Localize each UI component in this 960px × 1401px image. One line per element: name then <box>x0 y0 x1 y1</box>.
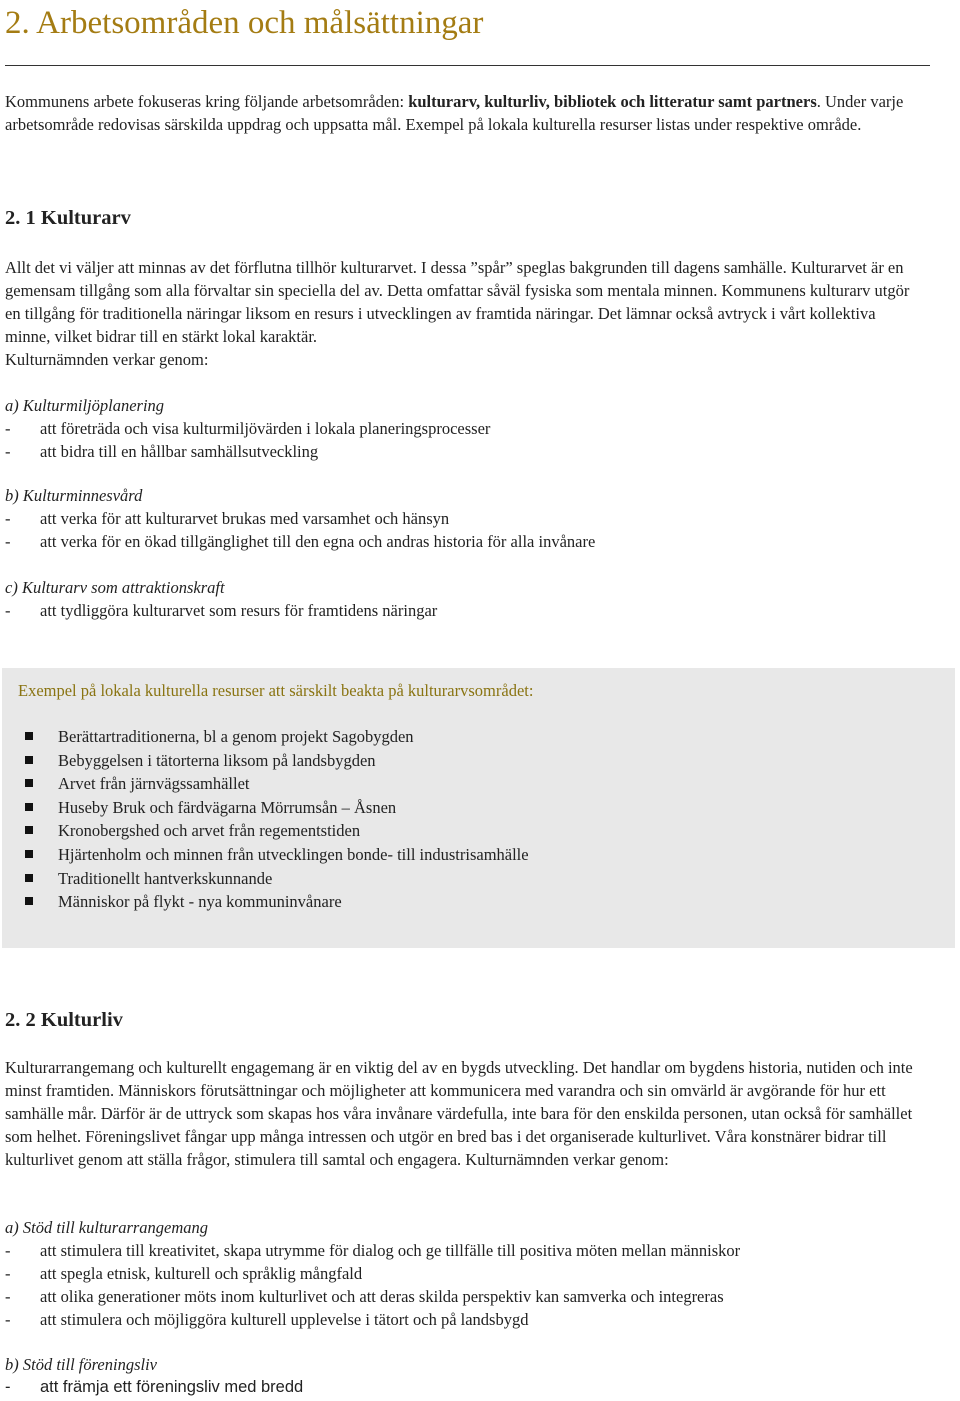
dash-marker: - <box>5 1310 11 1329</box>
dash-marker: - <box>5 442 11 461</box>
section-kulturliv <box>5 1007 923 1033</box>
list-item: - att främja ett föreningsliv med bredd <box>5 1376 923 1399</box>
section-heading: 2. 2 Kulturliv <box>5 1009 123 1031</box>
group-label: a) Kulturmiljöplanering <box>5 396 165 415</box>
group-label: b) Kulturminnesvård <box>5 486 143 505</box>
square-bullet-icon <box>25 826 33 834</box>
list-item: - att olika generationer möts inom kulturlivet och att deras skilda perspektiv kan samverka och integreras <box>5 1287 724 1306</box>
group-label: c) Kulturarv som attraktionskraft <box>5 578 225 597</box>
intro-prefix: Kommunens arbete fokuseras kring följande arbetsområden: <box>5 92 409 111</box>
group-label: b) Stöd till föreningsliv <box>5 1355 158 1374</box>
document-page <box>5 0 925 620</box>
page-title: 2. Arbetsområden och målsättningar <box>5 5 484 41</box>
square-bullet-icon <box>25 897 33 905</box>
title-divider <box>5 65 930 66</box>
dash-marker: - <box>5 419 11 438</box>
list-item: - att stimulera och möjliggöra kulturell upplevelse i tätort och på landsbygd <box>5 1310 529 1329</box>
square-bullet-icon <box>25 874 33 882</box>
intro-bold: kulturarv, kulturliv, bibliotek och litteratur samt partners <box>408 92 817 111</box>
group-label: a) Stöd till kulturarrangemang <box>5 1218 209 1237</box>
section-lead-text: Kulturnämnden verkar genom: <box>5 350 209 369</box>
intro-suffix: . Under varje arbetsområde redovisas särskilda uppdrag och uppsatta mål. Exempel på lokala kulturella resurser listas under respektive område. <box>5 92 904 134</box>
dash-marker: - <box>5 532 11 551</box>
section-heading: 2. 1 Kulturarv <box>5 207 131 229</box>
list-item: - att spegla etnisk, kulturell och språklig mångfald <box>5 1264 363 1283</box>
square-bullet-icon <box>25 756 33 764</box>
section-body-text: Allt det vi väljer att minnas av det förflutna tillhör kulturarvet. I dessa ”spår” speglas bakgrunden till dagens samhälle. Kulturarvet är en gemensam tillgång som alla förvaltar sin speciella del av. Detta omfattar såväl fysiska som mentala minnen. Kommunens kulturarv utgör en tillgång för traditionella näringar liksom en resurs i utvecklingen av framtida näringar. Det lämnar också avtryck i vårt kollektiva minne, vilket bidrar till en stärkt lokal karaktär. <box>5 258 910 346</box>
list-item: Arvet från järnvägssamhället <box>21 772 529 796</box>
list-item: - att bidra till en hållbar samhällsutveckling <box>5 442 319 461</box>
list-item: - att tydliggöra kulturarvet som resurs för framtidens näringar <box>5 601 438 620</box>
callout-title: Exempel på lokala kulturella resurser att särskilt beakta på kulturarvsområdet: <box>18 681 534 700</box>
section-kulturarv <box>5 205 923 231</box>
dash-marker: - <box>5 601 11 620</box>
section-kulturarv-body <box>5 256 923 371</box>
resources-callout <box>2 668 955 948</box>
list-item: Kronobergshed och arvet från regementstiden <box>21 819 529 843</box>
square-bullet-icon <box>25 779 33 787</box>
resources-list <box>21 725 529 914</box>
dash-marker: - <box>5 1264 11 1283</box>
list-item: - att verka för en ökad tillgänglighet till den egna och andras historia för alla invånare <box>5 532 596 551</box>
list-item: - att företräda och visa kulturmiljövärden i lokala planeringsprocesser <box>5 419 491 438</box>
list-item: Huseby Bruk och färdvägarna Mörrumsån – Åsnen <box>21 796 529 820</box>
list-item: Traditionellt hantverkskunnande <box>21 867 529 891</box>
dash-marker: - <box>5 1378 11 1396</box>
intro-paragraph <box>5 90 920 136</box>
group-b-kulturminnes <box>5 484 923 553</box>
list-item: - att stimulera till kreativitet, skapa utrymme för dialog och ge tillfälle till positiva möten mellan människor <box>5 1241 741 1260</box>
list-item: Människor på flykt - nya kommuninvånare <box>21 890 529 914</box>
group-a-arrangemang <box>5 1216 923 1331</box>
square-bullet-icon <box>25 850 33 858</box>
list-item: Hjärtenholm och minnen från utvecklingen bonde- till industrisamhälle <box>21 843 529 867</box>
square-bullet-icon <box>25 803 33 811</box>
section-kulturliv-body <box>5 1056 923 1171</box>
dash-marker: - <box>5 1287 11 1306</box>
group-c-attraktion <box>5 576 923 622</box>
dash-marker: - <box>5 1241 11 1260</box>
section-body-text: Kulturarrangemang och kulturellt engagemang är en viktig del av en bygds utveckling. Det handlar om bygdens historia, nutiden och inte minst framtiden. Människors förutsättningar och möjligheter att kommunicera med varandra och sin omvärld är avgörande för hur ett samhälle mår. Därför är de uttryck som skapas hos våra invånare värdefulla, inte bara för den enskilda personen, utan också för samhället som helhet. Föreningslivet fångar upp många intressen och utgör en bred bas i det organiserade kulturlivet. Våra konstnärer bidrar till kulturlivet genom att ställa frågor, stimulera till samtal och engagera. Kulturnämnden verkar genom: <box>5 1058 913 1169</box>
list-item: Bebyggelsen i tätorterna liksom på landsbygden <box>21 749 529 773</box>
square-bullet-icon <box>25 732 33 740</box>
list-item: - att verka för att kulturarvet brukas med varsamhet och hänsyn <box>5 509 450 528</box>
dash-marker: - <box>5 509 11 528</box>
group-a-kulturmiljo <box>5 394 923 463</box>
group-b-foreningsliv <box>5 1353 923 1399</box>
list-item: Berättartraditionerna, bl a genom projekt Sagobygden <box>21 725 529 749</box>
